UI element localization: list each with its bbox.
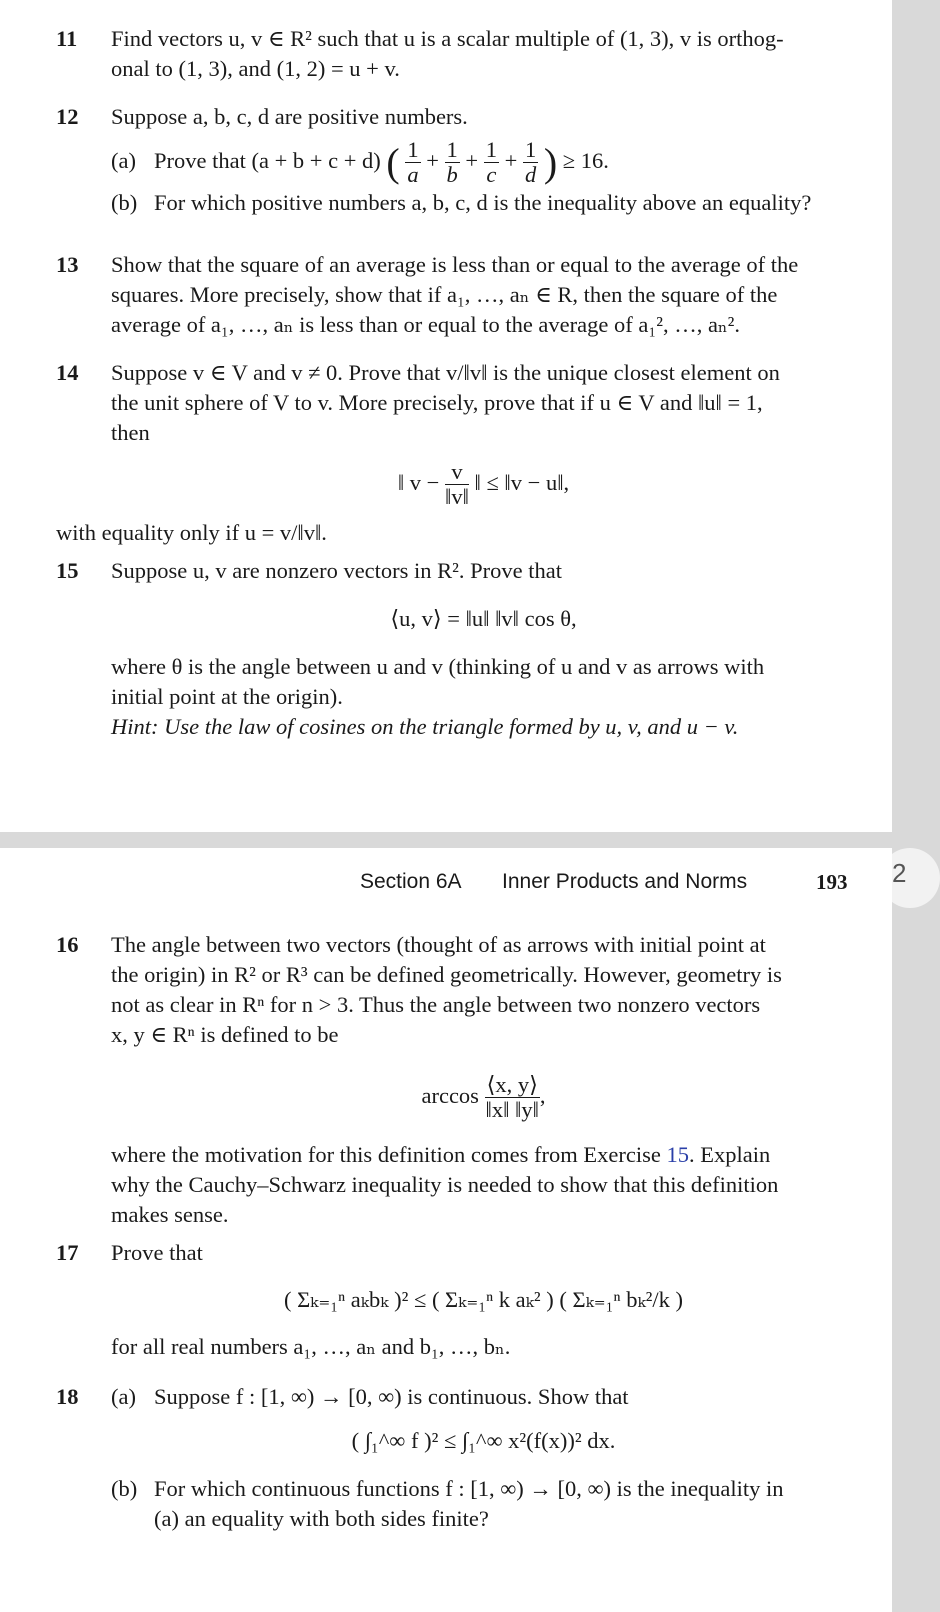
equation-fraction [445, 460, 469, 509]
exercise-number: 12 [56, 104, 79, 129]
exercise-text: for all real numbers a₁, …, aₙ and b₁, …, bₙ. [111, 1334, 511, 1359]
exercise-text: average of a₁, …, aₙ is less than or equal to the average of a₁², …, aₙ². [111, 312, 741, 337]
part-label: (b) [111, 190, 138, 215]
exercise-text: Suppose v ∈ V and v ≠ 0. Prove that v/‖v‖ is the unique closest element on [111, 360, 780, 385]
fraction-numerator: v [445, 460, 469, 485]
fraction-numerator: ⟨x, y⟩ [486, 1072, 538, 1098]
running-header [0, 870, 892, 900]
header-section: Section 6A [360, 870, 462, 893]
exercise-text: The angle between two vectors (thought of as arrows with initial point at [111, 932, 766, 957]
exercise-number: 18 [56, 1384, 79, 1409]
fraction-denominator: ‖v‖ [445, 484, 469, 510]
text-segment: . Explain [688, 1142, 771, 1167]
paren-open: ( [386, 139, 400, 185]
exercise-text: onal to (1, 3), and (1, 2) = u + v. [111, 56, 400, 81]
exercise-text: Suppose a, b, c, d are positive numbers. [111, 104, 468, 129]
display-equation: ⟨u, v⟩ = ‖u‖ ‖v‖ cos θ, [390, 606, 577, 631]
fraction-1-over-b: $\frac{1}{b}$ [446, 137, 458, 188]
exercise-text: with equality only if u = v/‖v‖. [56, 520, 327, 545]
exercise-number: 13 [56, 252, 79, 277]
display-equation: ( ∫₁^∞ f )² ≤ ∫₁^∞ x²(f(x))² dx. [351, 1428, 616, 1453]
exercise-text: the origin) in R² or R³ can be defined geometrically. However, geometry is [111, 962, 782, 987]
equation-rhs-2: ( Σₖ₌₁ⁿ bₖ²/k ) [559, 1287, 684, 1312]
exercise-text: then [111, 420, 150, 445]
display-equation [111, 1270, 856, 1330]
exercise-text: where θ is the angle between u and v (thinking of u and v as arrows with [111, 654, 765, 679]
exercise-text: x, y ∈ Rⁿ is defined to be [111, 1022, 339, 1047]
paren-close: ) [543, 139, 558, 185]
exercise-18 [56, 1382, 856, 1534]
exercise-text: Prove that [111, 1240, 203, 1265]
exercise-text: squares. More precisely, show that if a₁, …, aₙ ∈ R, then the square of the [111, 282, 778, 307]
part-text: For which positive numbers a, b, c, d is the inequality above an equality? [154, 190, 812, 215]
part-a [111, 1382, 856, 1412]
page-number: 193 [816, 870, 848, 894]
part-text: Prove that (a + b + c + d) [154, 148, 381, 173]
exercise-text: the unit sphere of V to v. More precisely, prove that if u ∈ V and ‖u‖ = 1, [111, 390, 763, 415]
equation-operator: ≤ [413, 1287, 427, 1312]
exercise-text: initial point at the origin). [111, 684, 343, 709]
equation-left: ‖ v − [397, 470, 440, 495]
part-b [111, 1474, 856, 1534]
display-equation [111, 456, 856, 510]
exercise-14 [56, 358, 856, 548]
exercise-13 [56, 250, 856, 340]
next-page-digit: 2 [892, 858, 907, 888]
bottom-page [0, 848, 892, 1612]
part-label: (a) [111, 1384, 136, 1409]
exercise-11 [56, 24, 856, 84]
exercise-text [111, 1140, 856, 1170]
header-title: Inner Products and Norms [502, 870, 748, 893]
exercise-text: makes sense. [111, 1202, 229, 1227]
exercise-text: Show that the square of an average is less than or equal to the average of the [111, 252, 799, 277]
exercise-12 [56, 102, 856, 218]
exercise-15 [56, 556, 856, 742]
exercise-15-link[interactable]: 15 [666, 1142, 689, 1167]
part-a: (a) Prove that (a + b + c + d) ( $\frac{1}{a}$ + $\frac{1}{b}$ + $\frac{1}{c}$ + $\frac{1}{d}$ ) ≥ 16. [111, 137, 609, 188]
part-text: Suppose f : [1, ∞) → [0, ∞) is continuous. Show that [154, 1384, 629, 1409]
exercise-text: not as clear in Rⁿ for n > 3. Thus the angle between two nonzero vectors [111, 992, 761, 1017]
display-equation [111, 1058, 856, 1134]
exercise-text: why the Cauchy–Schwarz inequality is needed to show that this definition [111, 1172, 779, 1197]
fraction-1-over-a: $\frac{1}{a}$ [407, 137, 419, 188]
fraction-1-over-c: $\frac{1}{c}$ [485, 137, 497, 188]
equation-fraction [485, 1073, 540, 1122]
exercise-text: Find vectors u, v ∈ R² such that u is a scalar multiple of (1, 3), v is orthog- [111, 26, 784, 51]
exercise-number: 17 [56, 1240, 79, 1265]
text-segment: where the motivation for this definition comes from Exercise [111, 1142, 661, 1167]
part-text-suffix: ≥ 16. [562, 148, 609, 173]
exercise-number: 11 [56, 26, 78, 51]
fraction-denominator: ‖x‖ ‖y‖ [485, 1097, 539, 1123]
part-label: (b) [111, 1476, 138, 1501]
equation-lhs: ( Σₖ₌₁ⁿ aₖbₖ )² [283, 1287, 409, 1312]
equation-right: ‖ ≤ ‖v − u‖, [474, 470, 570, 495]
equation-tail: , [539, 1083, 546, 1108]
fraction-1-over-d: $\frac{1}{d}$ [524, 137, 537, 188]
exercise-number: 16 [56, 932, 79, 957]
exercise-17 [56, 1238, 856, 1362]
exercise-number: 15 [56, 558, 79, 583]
exercise-16 [56, 930, 856, 1230]
part-text: For which continuous functions f : [1, ∞) → [0, ∞) is the inequality in [154, 1476, 784, 1501]
part-text: (a) an equality with both sides finite? [154, 1506, 489, 1531]
equation-rhs-1: ( Σₖ₌₁ⁿ k aₖ² ) [431, 1287, 554, 1312]
part-label: (a) [111, 148, 136, 173]
exercise-text: Suppose u, v are nonzero vectors in R². Prove that [111, 558, 563, 583]
arccos-label: arccos [421, 1083, 479, 1108]
part-b [111, 188, 856, 218]
hint-text: Hint: Use the law of cosines on the triangle formed by u, v, and u − v. [111, 714, 739, 739]
top-page [0, 0, 892, 832]
exercise-number: 14 [56, 360, 79, 385]
